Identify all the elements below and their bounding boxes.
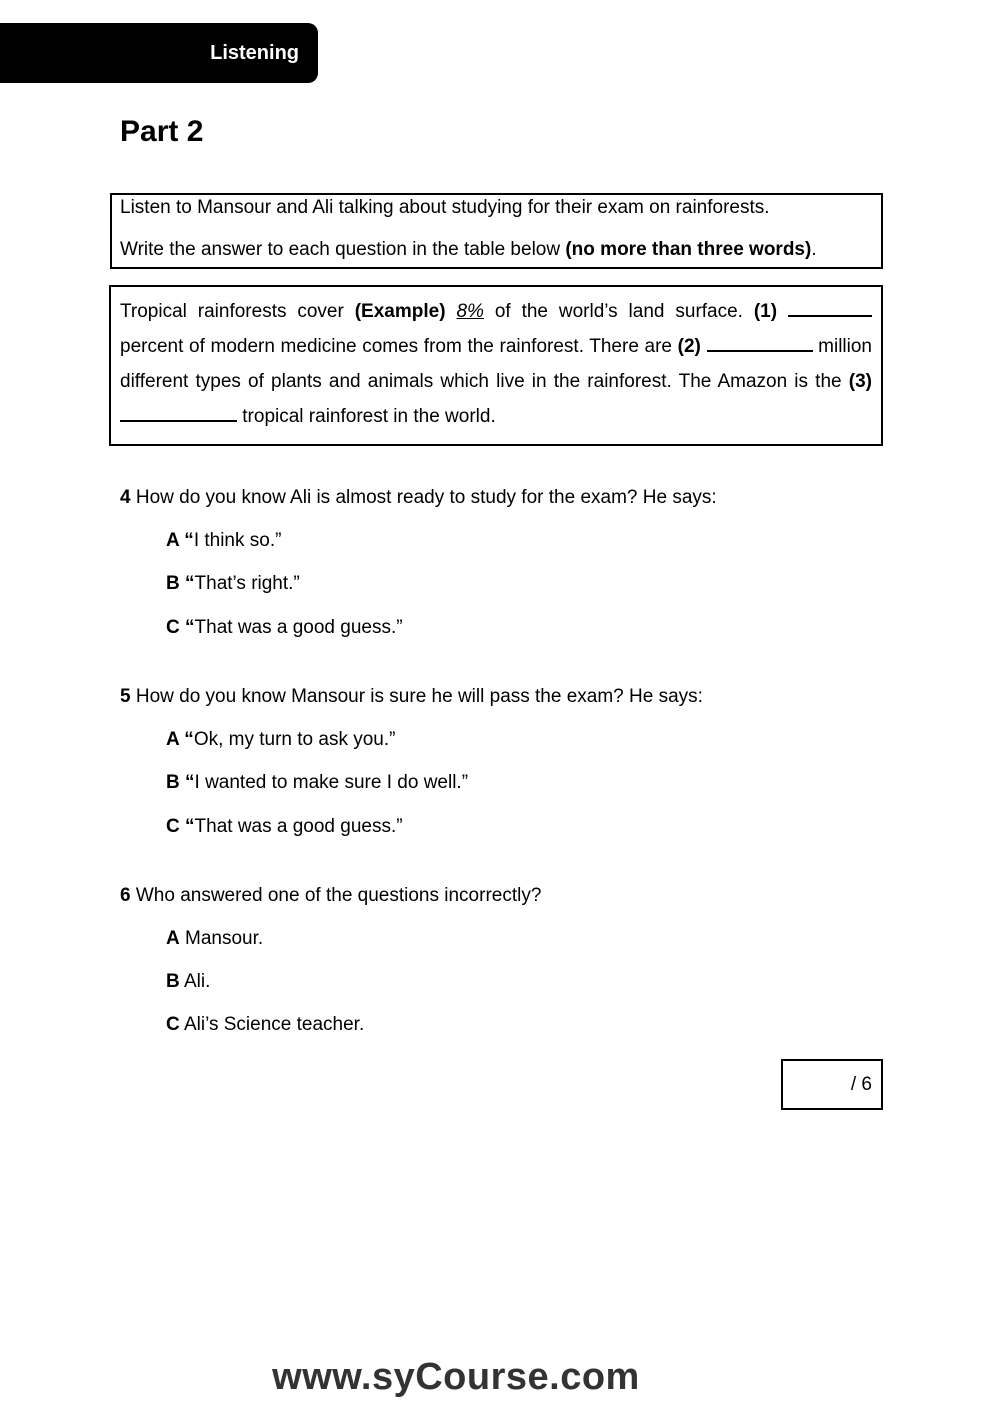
instructions-box (110, 193, 883, 269)
answer-blank-3[interactable] (120, 402, 237, 422)
example-answer: 8% (456, 301, 484, 322)
answer-blank-2[interactable] (707, 332, 813, 352)
question-4-option-a[interactable]: A “I think so.” (166, 530, 282, 551)
instruction-line-2: Write the answer to each question in the table below (no more than three words). (120, 239, 817, 260)
question-6-option-a[interactable]: A Mansour. (166, 928, 264, 949)
question-6-option-b[interactable]: B Ali. (166, 971, 211, 992)
question-6-option-c[interactable]: C Ali’s Science teacher. (166, 1014, 365, 1035)
score-box: / 6 (781, 1059, 883, 1110)
gap-fill-passage (109, 285, 883, 446)
answer-blank-1[interactable] (788, 297, 872, 317)
section-tab: Listening (0, 23, 318, 83)
question-5: 5 How do you know Mansour is sure he will pass the exam? He says: (120, 686, 703, 707)
question-4: 4 How do you know Ali is almost ready to study for the exam? He says: (120, 487, 717, 508)
page-title: Part 2 (120, 115, 204, 148)
question-5-option-a[interactable]: A “Ok, my turn to ask you.” (166, 729, 396, 750)
question-5-option-c[interactable]: C “That was a good guess.” (166, 816, 403, 837)
footer-watermark: www.syCourse.com (272, 1356, 640, 1398)
passage-text: Tropical rainforests cover (Example) 8% of the world’s land surface. (1) percent of modern medicine comes from the rainforest. There are (2) million different types of plants and animals which live in the rainforest. The Amazon is the (3) tropical rainforest in the world. (120, 294, 872, 434)
question-4-option-c[interactable]: C “That was a good guess.” (166, 617, 403, 638)
question-6: 6 Who answered one of the questions incorrectly? (120, 885, 542, 906)
instruction-line-1: Listen to Mansour and Ali talking about studying for their exam on rainforests. (120, 197, 770, 218)
question-5-option-b[interactable]: B “I wanted to make sure I do well.” (166, 772, 469, 793)
question-4-option-b[interactable]: B “That’s right.” (166, 573, 300, 594)
